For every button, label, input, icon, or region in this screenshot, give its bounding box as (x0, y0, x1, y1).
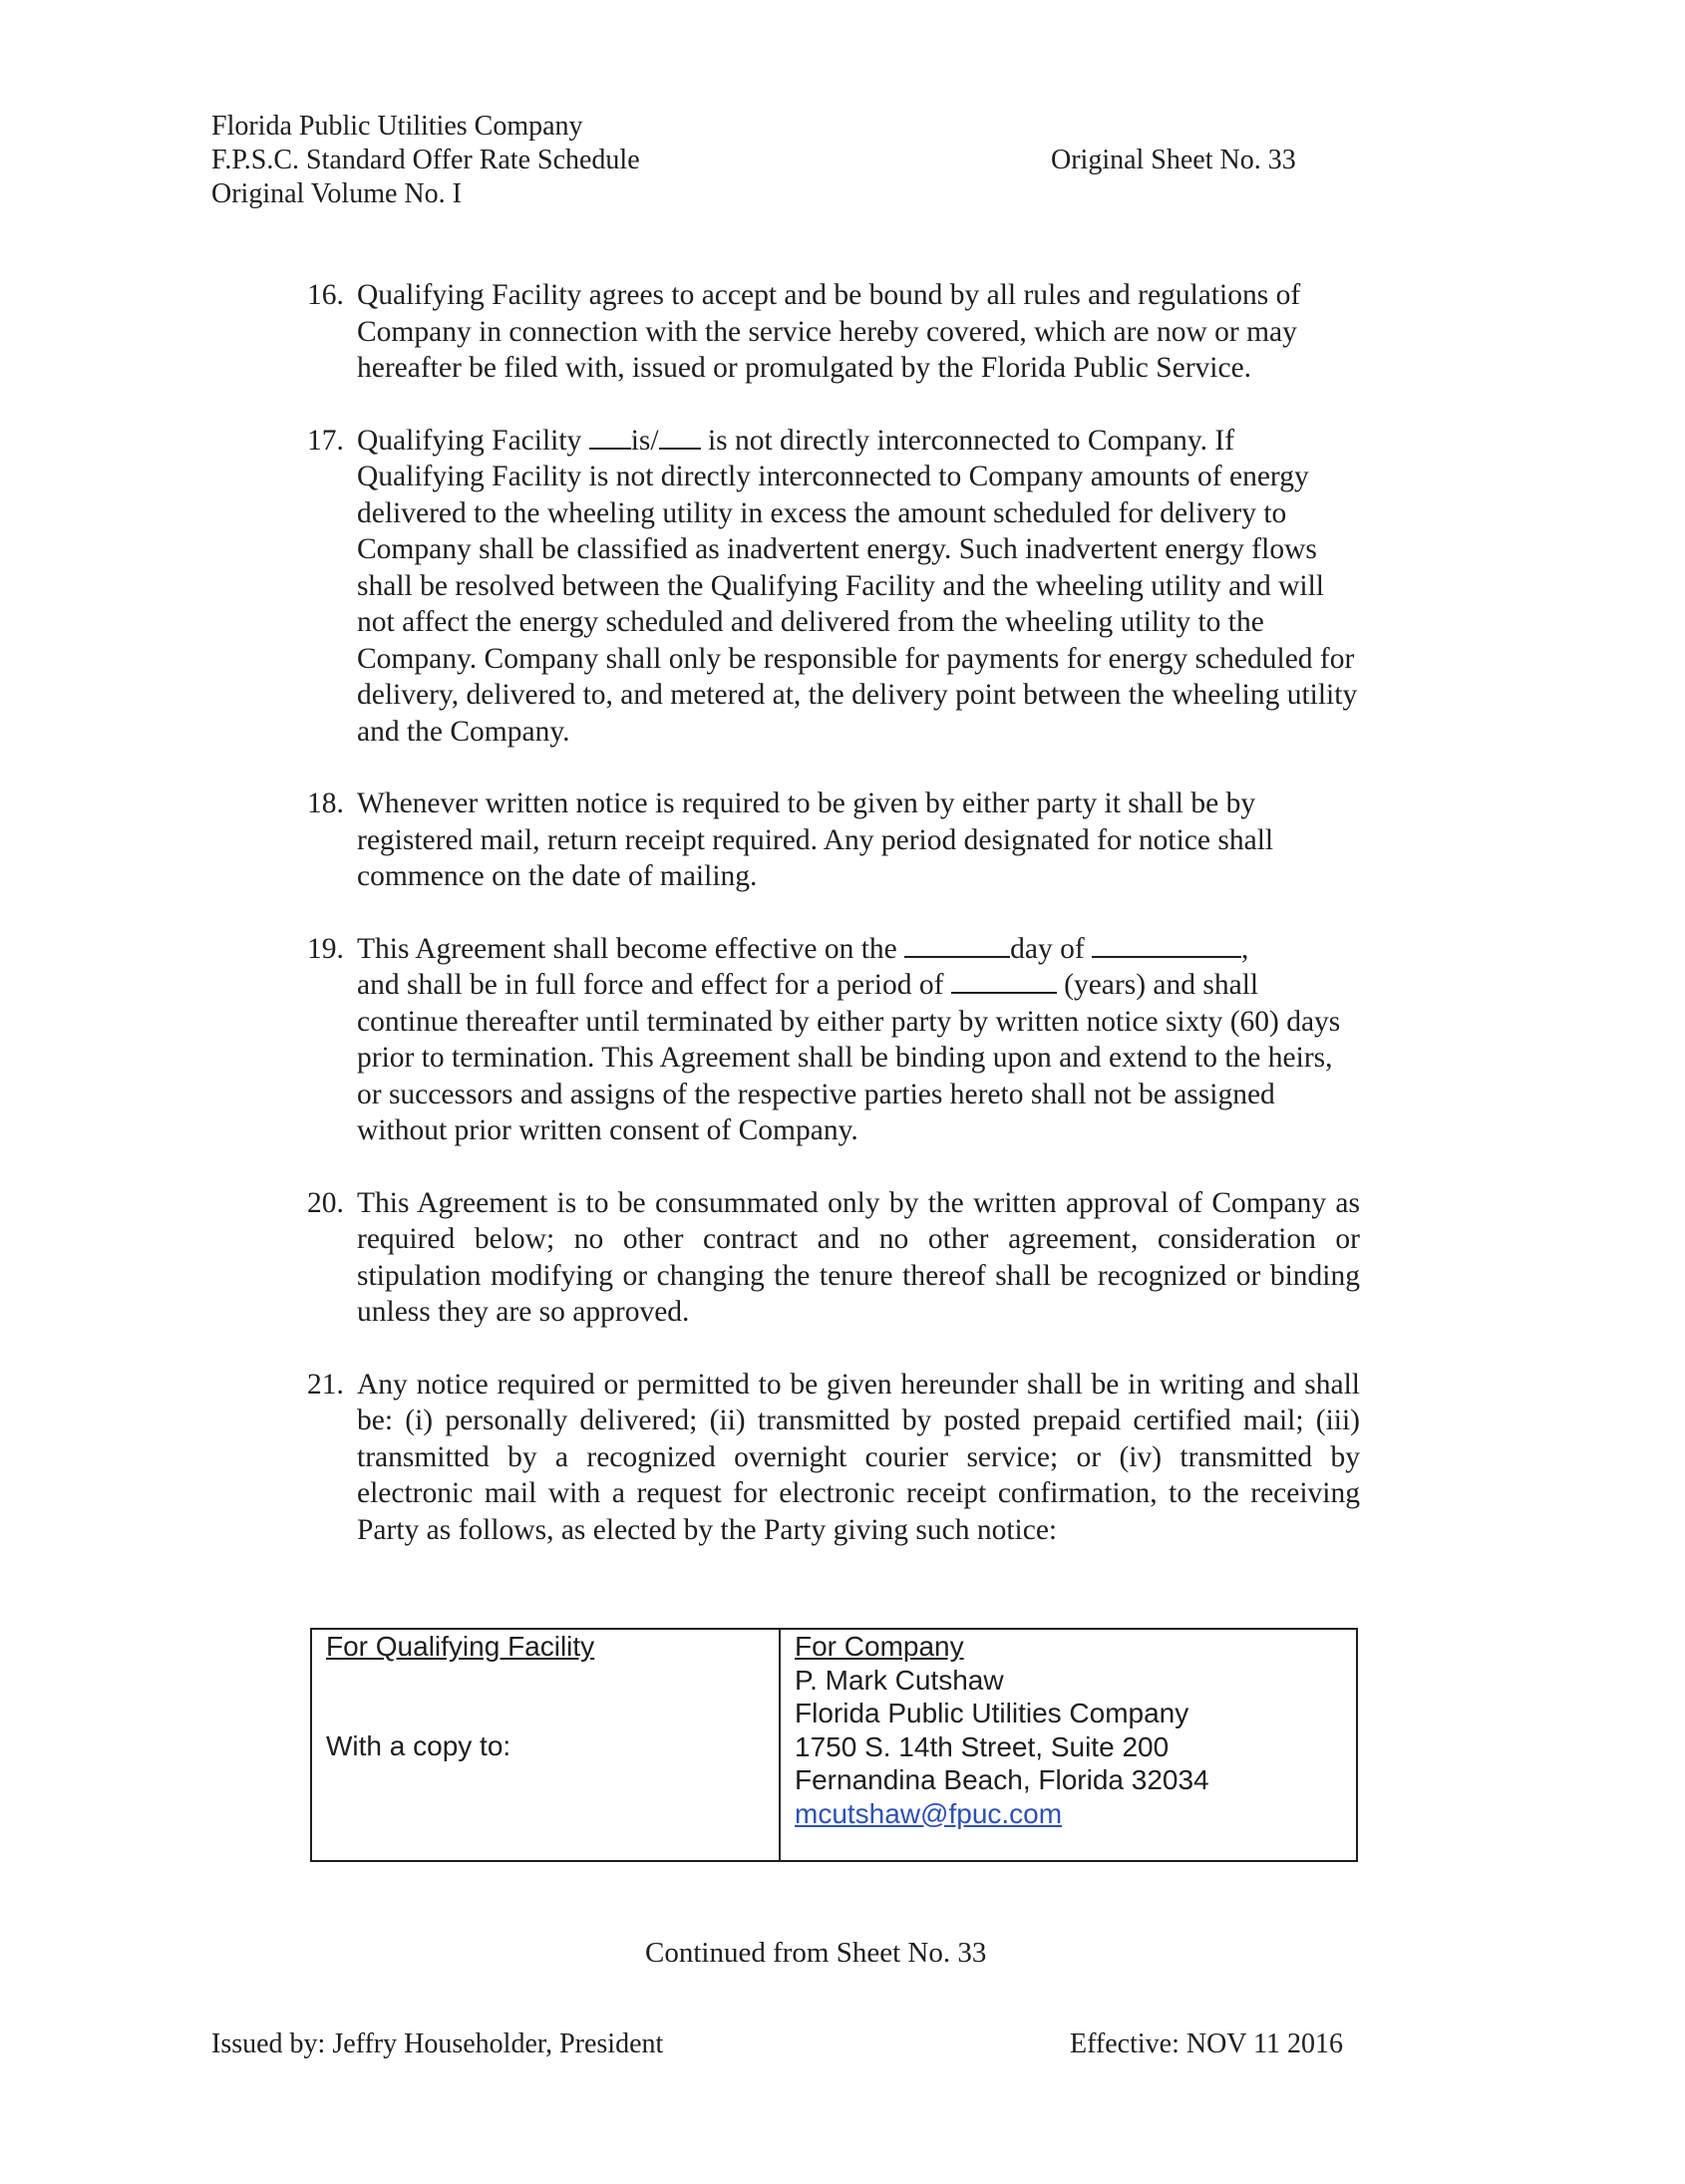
clause-text-part: day of (1010, 932, 1093, 965)
header-schedule: F.P.S.C. Standard Offer Rate Schedule (211, 145, 640, 175)
clause-19 (307, 931, 1360, 1149)
agreement-clauses (307, 277, 1360, 1584)
clause-text: Any notice required or permitted to be given hereunder shall be in writing and shall be: (i) personally delivered; (ii) transmitted by posted prepaid certified mail; (iii) transmitted by a recognized overnight courier service; or (iv) transmitted by electronic mail with a request for electronic receipt confirmation, to the receiving Party as follows, as elected by the Party giving such notice: (357, 1368, 1360, 1546)
clause-number: 19. (307, 932, 344, 965)
clause-text (357, 423, 1360, 751)
clause-number: 21. (307, 1368, 344, 1401)
clause-text-part: and shall be in full force and effect for a period of (357, 969, 951, 1001)
clause-number: 16. (307, 279, 344, 311)
blank-years (951, 968, 1057, 994)
clause-text-part: is/ (630, 424, 659, 457)
contact-name: P. Mark Cutshaw (795, 1664, 1004, 1696)
company-name: Florida Public Utilities Company (795, 1698, 1189, 1728)
clause-text-part: , (1241, 932, 1249, 965)
clause-number: 17. (307, 424, 344, 457)
clause-text: This Agreement is to be consummated only by the written approval of Company as required below; no other contract and no other agreement, consideration or stipulation modifying or changing the tenure thereof shall be recognized or binding unless they are so approved. (357, 1186, 1360, 1328)
clause-21 (307, 1367, 1360, 1549)
clause-20 (307, 1185, 1360, 1331)
clause-16 (307, 277, 1360, 387)
header-sheet-number: Original Sheet No. 33 (1051, 145, 1296, 175)
blank-month (1092, 932, 1241, 958)
blank-line (589, 424, 631, 450)
effective-date: Effective: NOV 11 2016 (1070, 2028, 1343, 2059)
clause-text: Whenever written notice is required to be given by either party it shall be by registered mail, return receipt required. Any period designated for notice shall commence on the date of mailing. (357, 787, 1274, 892)
header-volume: Original Volume No. I (211, 178, 462, 209)
street-address: 1750 S. 14th Street, Suite 200 (795, 1730, 1170, 1762)
qualifying-facility-heading: For Qualifying Facility (326, 1631, 595, 1662)
clause-text-part: This Agreement shall become effective on the (357, 932, 905, 965)
header-left (211, 110, 640, 211)
clause-18 (307, 785, 1360, 895)
company-cell (781, 1630, 1356, 1860)
issued-by: Issued by: Jeffry Householder, President (211, 2028, 664, 2059)
email-link[interactable]: mcutshaw@fpuc.com (795, 1797, 1063, 1829)
clause-number: 18. (307, 787, 344, 819)
clause-number: 20. (307, 1186, 344, 1219)
header-company: Florida Public Utilities Company (211, 111, 583, 142)
company-heading: For Company (795, 1631, 964, 1662)
blank-line (659, 424, 701, 450)
clause-17 (307, 423, 1360, 751)
continued-note: Continued from Sheet No. 33 (645, 1937, 987, 1969)
blank-day (904, 932, 1010, 958)
copy-to-label: With a copy to: (326, 1730, 511, 1761)
qualifying-facility-cell (312, 1630, 781, 1860)
clause-text: Qualifying Facility agrees to accept and be bound by all rules and regulations of Company in connection with the service hereby covered, which are now or may hereafter be filed with, issued or promulgated by the Florida Public Service. (357, 279, 1301, 384)
clause-text-part: Qualifying Facility (357, 424, 589, 457)
clause-text (357, 931, 1360, 1149)
notice-address-table (310, 1628, 1358, 1862)
city-state-zip: Fernandina Beach, Florida 32034 (795, 1764, 1209, 1795)
clause-text-part: (years) and shall continue thereafter until terminated by either party by written notice sixty (60) days prior to termination. This Agreement shall be binding upon and extend to the heirs, or successors and assigns of the respective parties hereto shall not be assigned without prior written consent of Company. (357, 969, 1341, 1146)
clause-text-part: is not directly interconnected to Company. If Qualifying Facility is not directly interconnected to Company amounts of energy delivered to the wheeling utility in excess the amount scheduled for delivery to Company shall be classified as inadvertent energy. Such inadvertent energy flows shall be resolved between the Qualifying Facility and the wheeling utility and will not affect the energy scheduled and delivered from the wheeling utility to the Company. Company shall only be responsible for payments for energy scheduled for delivery, delivered to, and metered at, the delivery point between the wheeling utility and the Company. (357, 424, 1358, 748)
